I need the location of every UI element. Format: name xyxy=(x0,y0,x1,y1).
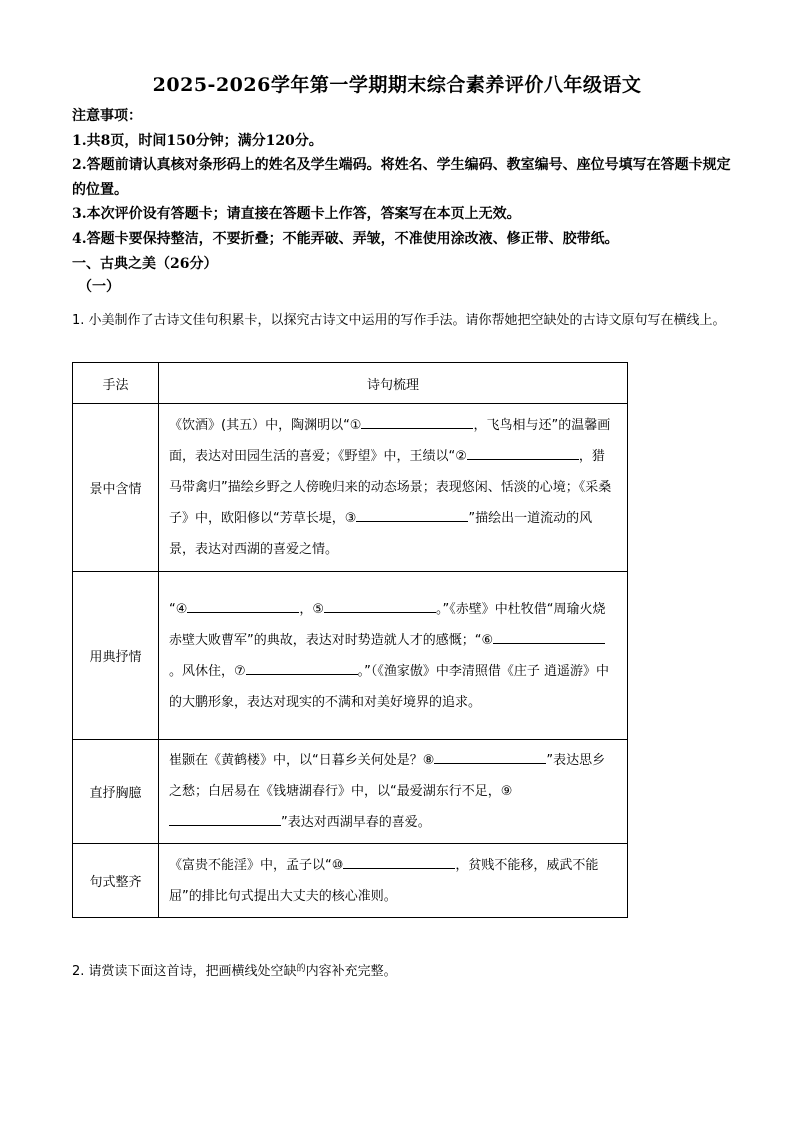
row-content: 崔颢在《黄鹤楼》中，以“日暮乡关何处是？⑧ ”表达思乡之愁；白居易在《钱塘湖春行》中，以“最爱湖东行不足，⑨”表达对西湖早春的喜爱。 xyxy=(159,740,628,844)
question-1-text: 1. 小美制作了古诗文佳句积累卡，以探究古诗文中运用的写作手法。请你帮她把空缺处的古诗文原句写在横线上。 xyxy=(72,313,726,328)
notes-heading: 注意事项： xyxy=(72,108,142,124)
table-row xyxy=(73,740,628,844)
blank-9 xyxy=(169,812,281,826)
row-method: 用典抒情 xyxy=(73,572,159,740)
blank-6 xyxy=(493,630,605,644)
notes-block xyxy=(72,104,732,251)
page-title: 2025-2026学年第一学期期末综合素养评价八年级语文 xyxy=(152,74,642,96)
row-method: 直抒胸臆 xyxy=(73,740,159,844)
question-2-text: 2. 请赏读下面这首诗，把画横线处空缺$^的$内容补充完整。 xyxy=(72,964,397,979)
poetry-table xyxy=(72,362,628,918)
row-content: 《富贵不能淫》中，孟子以“⑩ ，贫贱不能移，威武不能屈”的排比句式提出大丈夫的核心准则。 xyxy=(159,844,628,918)
row-content: “④ ，⑤ 。”《赤壁》中杜牧借“周瑜火烧赤壁大败曹军”的典故，表达对时势造就人才的感慨；“⑥。风休住，⑦ 。”（《渔家傲》中李清照借《庄子 逍遥游》中的大鹏形象，表达对现实的不满和对美好境界的追求。 xyxy=(159,572,628,740)
blank-7 xyxy=(246,661,358,675)
header-method: 手法 xyxy=(73,363,159,404)
section-heading: 一、古典之美（26分） xyxy=(72,256,218,272)
subsection-heading: （一） xyxy=(78,279,120,295)
blank-8 xyxy=(434,750,546,764)
blank-2 xyxy=(467,446,579,460)
blank-1 xyxy=(361,415,473,429)
blank-10 xyxy=(343,855,455,869)
table-row xyxy=(73,844,628,918)
note-item-1: 1.共8页，时间150分钟；满分120分。 xyxy=(72,132,323,149)
table-row xyxy=(73,404,628,572)
note-item-3: 3.本次评价设有答题卡；请直接在答题卡上作答，答案写在本页上无效。 xyxy=(72,206,521,222)
row-method: 景中含情 xyxy=(73,404,159,572)
blank-3 xyxy=(356,508,468,522)
note-item-2: 2.答题前请认真核对条形码上的姓名及学生端码。将姓名、学生编码、教室编号、座位号填写在答题卡规定的位置。 xyxy=(72,157,731,198)
row-method: 句式整齐 xyxy=(73,844,159,918)
note-item-4: 4.答题卡要保持整洁，不要折叠；不能弄破、弄皱，不准使用涂改液、修正带、胶带纸。 xyxy=(72,230,619,247)
table-header-row xyxy=(73,363,628,404)
blank-4 xyxy=(187,599,299,613)
row-content: 《饮酒》(其五）中，陶渊明以“① ，飞鸟相与还”的温馨画面，表达对田园生活的喜爱；《野望》中，王绩以“② ，猎马带禽归”描绘乡野之人傍晚归来的动态场景；表现悠闲、恬淡的心境；《采桑子》中，欧阳修以“芳草长堤，③ ”描绘出一道流动的风景，表达对西湖的喜爱之情。 xyxy=(159,404,628,572)
blank-5 xyxy=(324,599,436,613)
header-lines: 诗句梳理 xyxy=(159,363,628,404)
table-row xyxy=(73,572,628,740)
